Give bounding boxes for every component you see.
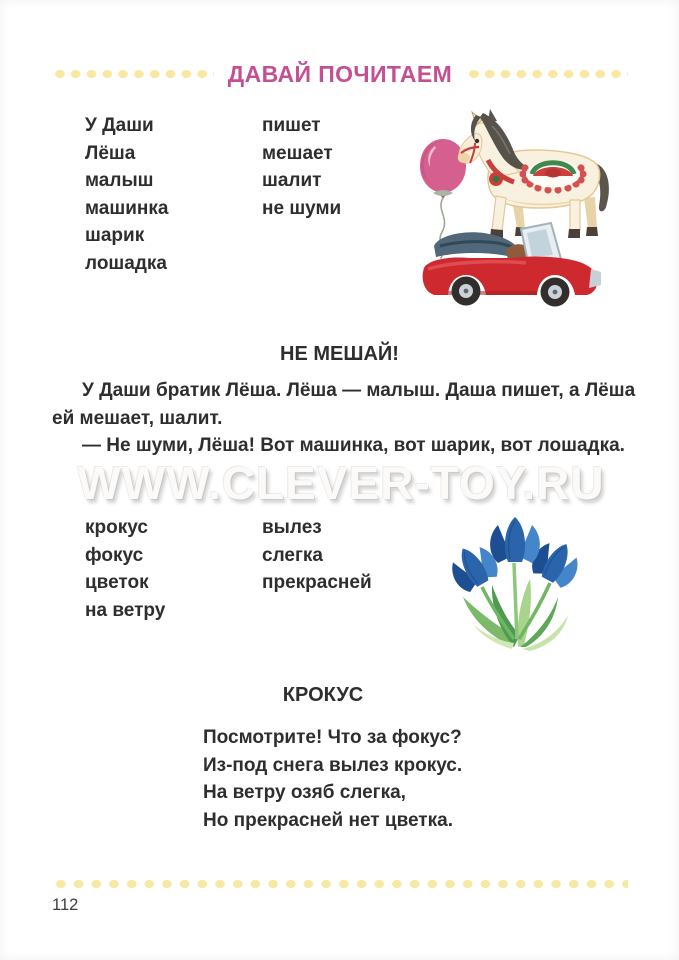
word-item: шарик [85, 225, 145, 247]
word-item: машинка [85, 197, 169, 219]
word-item: на ветру [85, 599, 166, 621]
word-item: слегка [262, 544, 323, 566]
word-item: фокус [85, 544, 144, 566]
story-line: — Не шуми, Лёша! Вот машинка, вот шарик, вот лошадка. [82, 435, 625, 457]
page-title: ДАВАЙ ПОЧИТАЕМ [227, 60, 453, 87]
story-text [52, 377, 636, 460]
word-item: пишет [262, 115, 321, 136]
word-item: лошадка [85, 252, 167, 274]
header-dots-left [52, 69, 214, 79]
word-list-2-column-2 [262, 514, 372, 597]
word-list-1-column-1 [85, 112, 168, 278]
poem-line: Но прекрасней нет цветка. [203, 809, 453, 831]
word-item: мешает [262, 142, 333, 164]
poem-line: Посмотрите! Что за фокус? [203, 727, 462, 748]
word-item: не шуми [262, 197, 342, 219]
toy-horse-icon [458, 109, 609, 238]
poem-line: Из-под снега вылез крокус. [203, 754, 463, 776]
word-item: цветок [85, 572, 149, 594]
word-item: крокус [85, 517, 148, 538]
word-item: шалит [262, 170, 322, 192]
word-item: вылез [262, 517, 322, 538]
story-line: ей мешает, шалит. [52, 407, 223, 429]
poem-title: КРОКУС [282, 684, 364, 706]
header-dots-right [466, 69, 628, 79]
word-list-2-column-1 [85, 514, 165, 624]
page-number: 112 [52, 896, 79, 914]
word-item: малыш [85, 170, 154, 192]
footer-dots [52, 879, 628, 889]
word-item: Лёша [85, 142, 136, 164]
header [52, 58, 628, 90]
poem-line: На ветру озяб слегка, [203, 782, 406, 804]
story-line: У Даши братик Лёша. Лёша — малыш. Даша пишет, а Лёша [82, 380, 636, 401]
poem-text [203, 724, 463, 834]
story-title: НЕ МЕШАЙ! [280, 343, 399, 365]
word-item: прекрасней [262, 572, 372, 594]
word-list-1-column-2 [262, 112, 341, 222]
watermark: WWW.CLEVER-TOY.RU [77, 457, 605, 509]
word-item: У Даши [85, 115, 154, 136]
toy-horse-car-balloon-illustration [404, 100, 630, 316]
blue-crocus-illustration [436, 503, 594, 655]
poem [203, 684, 463, 834]
